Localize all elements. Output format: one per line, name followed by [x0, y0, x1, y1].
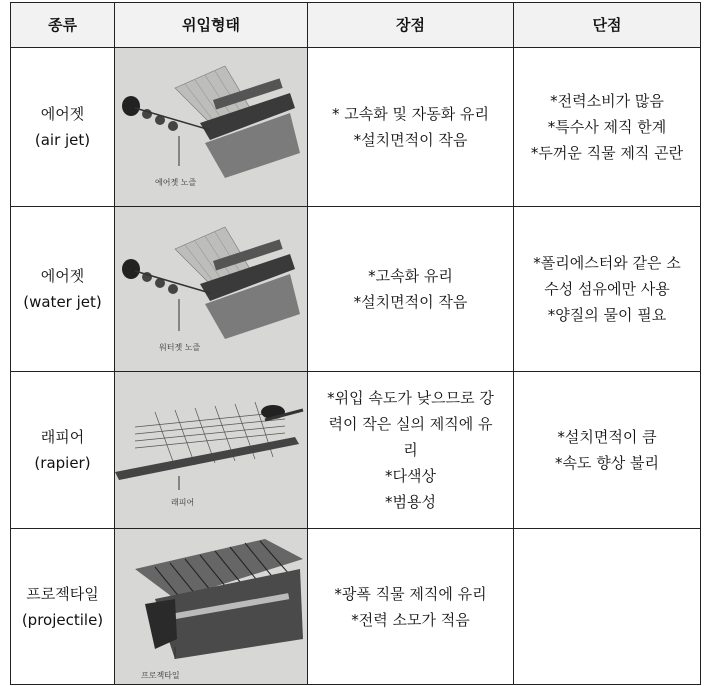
advantages-cell: *위입 속도가 낮으므로 강 력이 작은 실의 제직에 유 리 *다색상 *범용성: [308, 372, 514, 529]
table-row: [11, 207, 701, 372]
image-caption: 에어젯 노즐: [155, 178, 197, 187]
rapier-diagram: [115, 372, 308, 529]
disadvantages-cell: [514, 529, 701, 685]
projectile-illustration: [115, 529, 307, 684]
advantages-cell: *고속화 유리 *설치면적이 작음: [308, 207, 514, 372]
header-insertion-form: 위입형태: [115, 3, 308, 48]
header-row: [11, 3, 701, 48]
type-cell: 에어젯 (water jet): [11, 207, 115, 372]
projectile-diagram: [115, 529, 308, 685]
advantages-cell: * 고속화 및 자동화 유리 *설치면적이 작음: [308, 48, 514, 207]
loom-comparison-table: [10, 2, 701, 685]
type-cell: 프로젝타일 (projectile): [11, 529, 115, 685]
table-row: [11, 372, 701, 529]
table-row: [11, 529, 701, 685]
image-caption: 프로젝타일: [141, 671, 180, 680]
advantages-cell: *광폭 직물 제직에 유리 *전력 소모가 적음: [308, 529, 514, 685]
header-type: 종류: [11, 3, 115, 48]
disadvantages-cell: *폴리에스터와 같은 소 수성 섬유에만 사용 *양질의 물이 필요: [514, 207, 701, 372]
type-cell: 에어젯 (air jet): [11, 48, 115, 207]
disadvantages-cell: *설치면적이 큼 *속도 향상 불리: [514, 372, 701, 529]
disadvantages-cell: *전력소비가 많음 *특수사 제직 한계 *두꺼운 직물 제직 곤란: [514, 48, 701, 207]
water-jet-diagram: [115, 207, 308, 372]
image-caption: 래피어: [171, 498, 195, 507]
air-jet-diagram: [115, 48, 308, 207]
header-disadvantages: 단점: [514, 3, 701, 48]
header-advantages: 장점: [308, 3, 514, 48]
rapier-illustration: [115, 372, 307, 528]
type-cell: 래피어 (rapier): [11, 372, 115, 529]
image-caption: 워터젯 노즐: [159, 343, 201, 352]
table-row: [11, 48, 701, 207]
air-jet-nozzle-illustration: [115, 48, 307, 206]
water-jet-nozzle-illustration: [115, 207, 307, 371]
